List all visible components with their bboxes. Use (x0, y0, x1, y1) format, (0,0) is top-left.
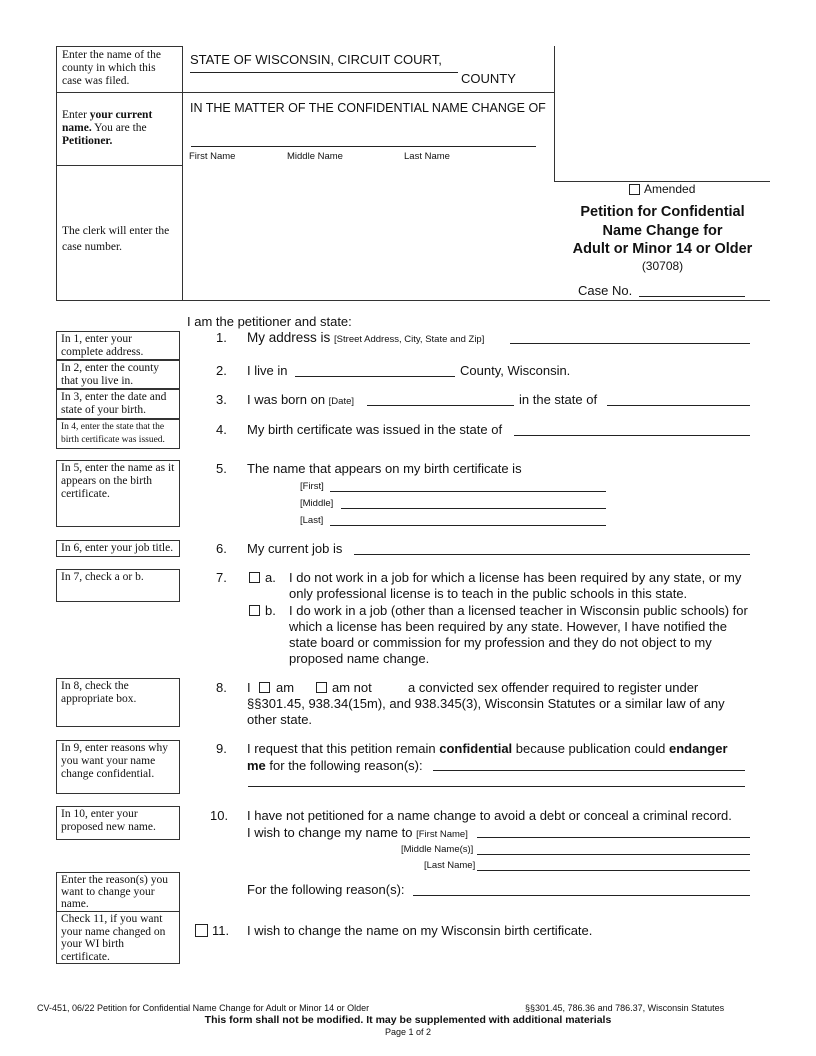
am-checkbox[interactable] (259, 682, 270, 693)
option-a-text: I do not work in a job for which a license has been required by any state, or my (289, 570, 742, 585)
form-code: (30708) (641, 258, 684, 273)
license-b-checkbox[interactable] (249, 605, 260, 616)
item-number: 5. (216, 461, 227, 476)
footer-statutes: §§301.45, 786.36 and 786.37, Wisconsin Statutes (525, 1003, 725, 1013)
address-field[interactable] (510, 343, 750, 344)
item-text: other state. (247, 712, 313, 727)
birth-first-field[interactable] (330, 491, 606, 492)
divider (554, 46, 555, 181)
item-number: 9. (216, 741, 227, 756)
instruction-box: Enter the reason(s) you want to change your name. (56, 872, 180, 912)
confidential-reason-field-2[interactable] (248, 786, 745, 787)
new-last-name-field[interactable] (477, 870, 750, 871)
certificate-state-field[interactable] (514, 435, 750, 436)
form-title (555, 203, 770, 273)
item-text: I wish to change my name to [First Name] (247, 825, 468, 840)
court-heading: STATE OF WISCONSIN, CIRCUIT COURT, (190, 52, 442, 67)
first-name-label: First Name (189, 151, 236, 162)
instruction-box: In 8, check the appropriate box. (56, 678, 180, 727)
county-field[interactable] (190, 72, 458, 73)
footer-notice: This form shall not be modified. It may be supplemented with additional materials (204, 1014, 612, 1026)
am-not-checkbox[interactable] (316, 682, 327, 693)
instruction-case: The clerk will enter the case number. (62, 225, 170, 253)
option-b-text: state board or commission for my profession and they do not object to my (289, 635, 712, 650)
born-on-label: I was born on [Date] (247, 392, 355, 407)
birth-date-field[interactable] (367, 405, 514, 406)
middle-names-label: [Middle Name(s)] (401, 844, 474, 855)
matter-heading: IN THE MATTER OF THE CONFIDENTIAL NAME CHANGE OF (190, 101, 546, 115)
divider (56, 46, 182, 47)
birth-state-label: in the state of (519, 392, 598, 407)
new-first-name-field[interactable] (477, 837, 750, 838)
option-b-label: b. (265, 603, 276, 618)
instruction-box: In 2, enter the county that you live in. (56, 360, 180, 389)
divider (56, 300, 770, 301)
option-b-text: I do work in a job (other than a licensed teacher in Wisconsin public schools) for (289, 603, 748, 618)
birth-state-field[interactable] (607, 405, 750, 406)
middle-name-label: Middle Name (287, 151, 343, 162)
intro-text: I am the petitioner and state: (187, 314, 352, 329)
new-middle-name-field[interactable] (477, 854, 750, 855)
amended-checkbox[interactable] (629, 184, 640, 195)
instruction-box: In 7, check a or b. (56, 569, 180, 602)
item-text: a convicted sex offender required to register under (408, 680, 699, 695)
title-line: Name Change for (602, 222, 723, 239)
last-name-label: [Last Name] (424, 860, 476, 871)
birth-name-label: The name that appears on my birth certificate is (247, 461, 522, 476)
instruction-box: In 3, enter the date and state of your birth. (56, 389, 180, 419)
item-number: 11. (212, 923, 230, 938)
instruction-box: In 6, enter your job title. (56, 540, 180, 557)
license-a-checkbox[interactable] (249, 572, 260, 583)
item-number: 1. (216, 330, 227, 345)
last-label: [Last] (300, 515, 324, 526)
amended-label: Amended (644, 182, 696, 196)
birth-certificate-checkbox[interactable] (195, 924, 208, 937)
item-number: 2. (216, 363, 227, 378)
divider (56, 92, 554, 93)
instruction-box: In 10, enter your proposed new name. (56, 806, 180, 840)
option-b-text: proposed name change. (289, 651, 430, 666)
divider (182, 46, 183, 300)
item-number: 6. (216, 541, 227, 556)
instruction-box: In 4, enter the state that the birth certificate was issued. (56, 419, 180, 449)
county-label: COUNTY (461, 71, 516, 86)
confidential-reason-field[interactable] (433, 770, 745, 771)
live-in-label: I live in (247, 363, 288, 378)
change-reason-field[interactable] (413, 895, 750, 896)
instruction-box: In 5, enter the name as it appears on the birth certificate. (56, 460, 180, 527)
case-no-label: Case No. (578, 283, 633, 298)
am-not-label: am not (332, 680, 372, 695)
option-b-text: which a license has been required by any state. However, I have notified the (289, 619, 727, 634)
birth-last-field[interactable] (330, 525, 606, 526)
instruction-box: Check 11, if you want your name changed on your WI birth certificate. (56, 911, 180, 964)
item-number: 7. (216, 570, 227, 585)
last-name-label: Last Name (404, 151, 450, 162)
footer-form-id: CV-451, 06/22 Petition for Confidential Name Change for Adult or Minor 14 or Older (37, 1003, 370, 1013)
divider (56, 165, 182, 166)
am-label: am (276, 680, 295, 695)
item-text: I have not petitioned for a name change to avoid a debt or conceal a criminal record. (247, 808, 732, 823)
address-label: My address is [Street Address, City, State and Zip] (247, 330, 485, 345)
instruction-county: Enter the name of the county in which this case was filed. (62, 49, 161, 87)
item-number: 3. (216, 392, 227, 407)
divider (56, 46, 57, 300)
case-no-field[interactable] (639, 296, 745, 297)
county-wisconsin-label: County, Wisconsin. (460, 363, 571, 378)
reasons-label: For the following reason(s): (247, 882, 405, 897)
item-text: I wish to change the name on my Wisconsin birth certificate. (247, 923, 593, 938)
item-text: me for the following reason(s): (247, 758, 423, 773)
option-a-label: a. (265, 570, 276, 585)
middle-label: [Middle] (300, 498, 334, 509)
first-label: [First] (300, 481, 324, 492)
birth-middle-field[interactable] (341, 508, 606, 509)
instruction-box: In 1, enter your complete address. (56, 331, 180, 360)
certificate-state-label: My birth certificate was issued in the state of (247, 422, 503, 437)
page-number: Page 1 of 2 (384, 1027, 432, 1037)
option-a-text: only professional license is to teach in the public schools in this state. (289, 586, 688, 601)
title-line: Adult or Minor 14 or Older (572, 241, 753, 257)
item-number: 4. (216, 422, 227, 437)
item-text: I request that this petition remain confidential because publication could endanger (247, 741, 728, 756)
i-label: I (247, 680, 251, 695)
item-text: §§301.45, 938.34(15m), and 938.345(3), Wisconsin Statutes or a similar law of any (247, 696, 725, 711)
title-line: Petition for Confidential (580, 204, 745, 220)
petitioner-name-field[interactable] (191, 146, 536, 147)
job-field[interactable] (354, 554, 750, 555)
instruction-name: Enter your current name. You are the Petitioner. (62, 109, 153, 147)
item-number: 8. (216, 680, 227, 695)
job-label: My current job is (247, 541, 343, 556)
instruction-box: In 9, enter reasons why you want your name change confidential. (56, 740, 180, 794)
item-number: 10. (210, 808, 229, 823)
live-county-field[interactable] (295, 376, 455, 377)
